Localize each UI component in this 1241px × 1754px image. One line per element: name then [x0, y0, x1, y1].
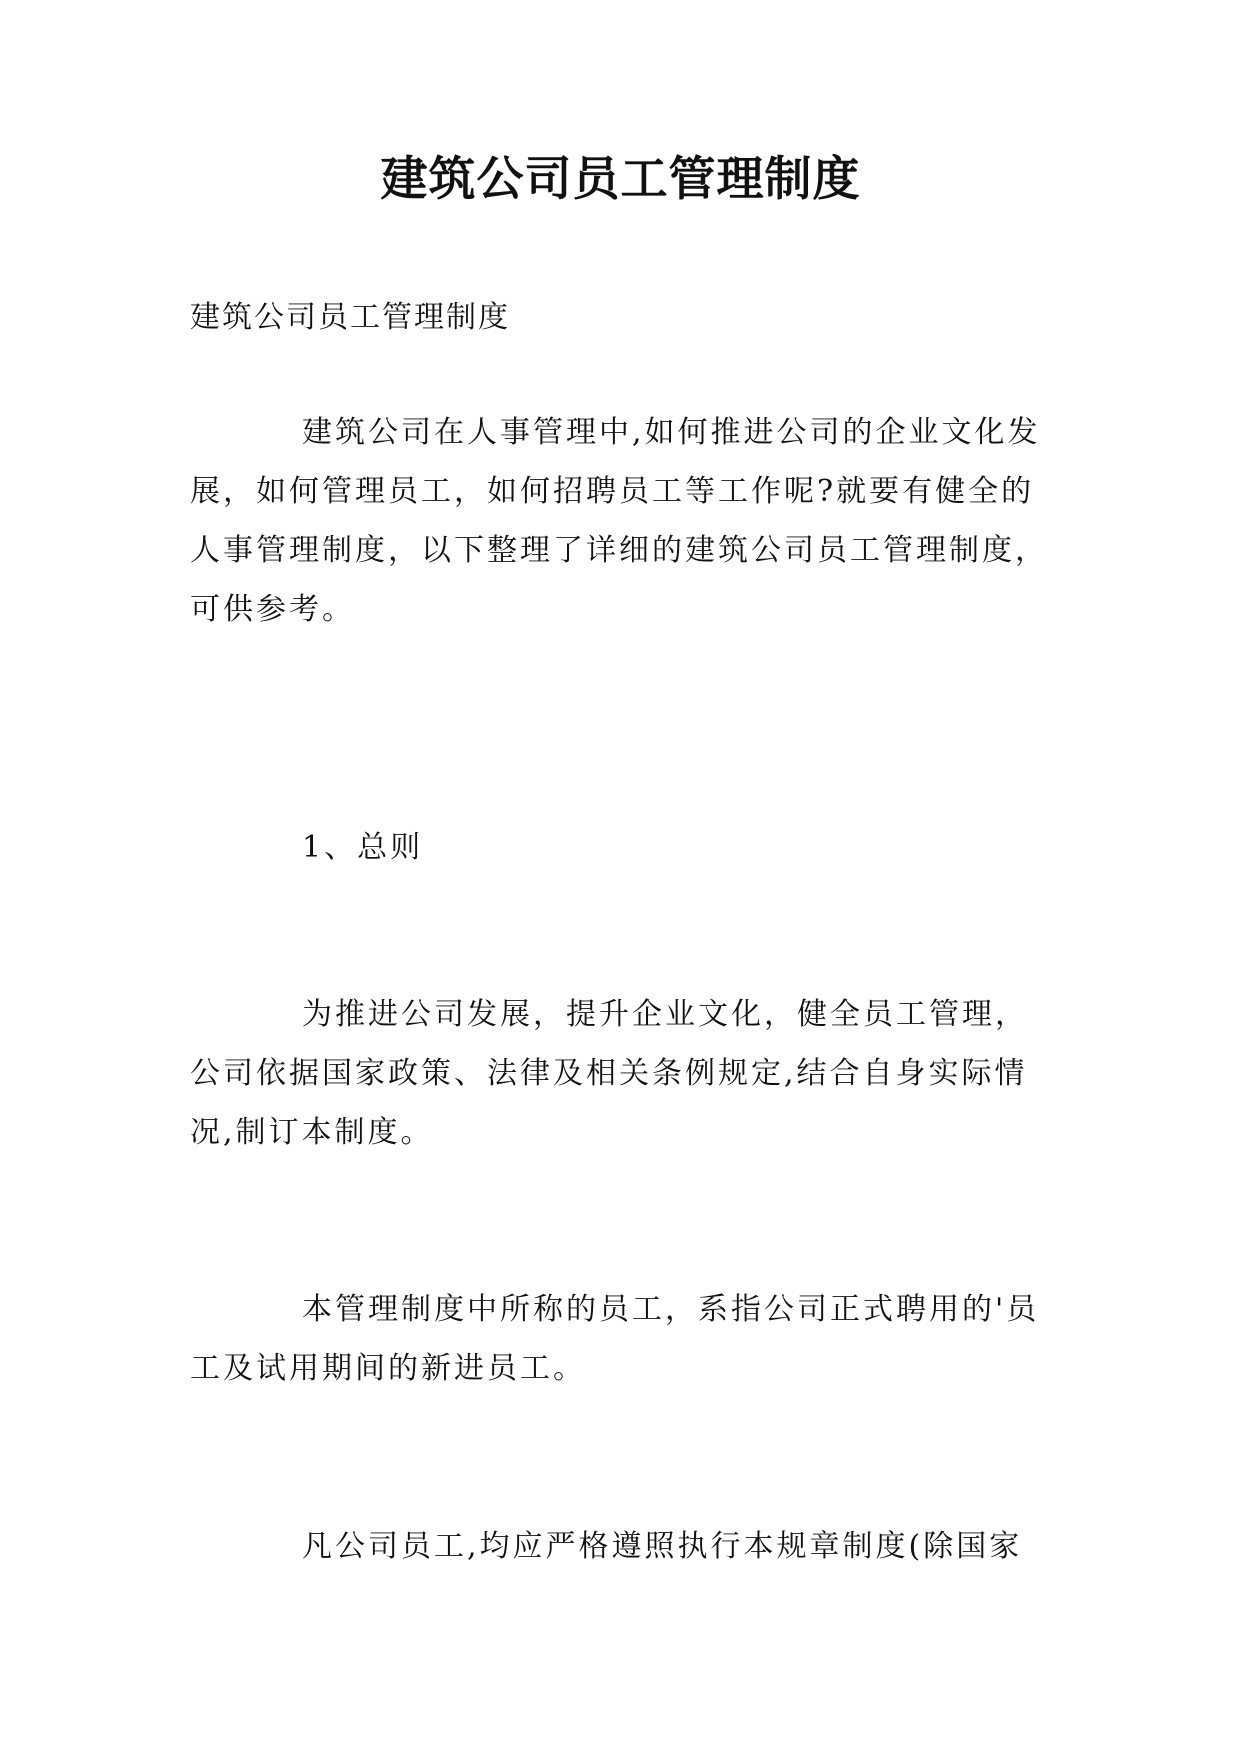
document-subtitle: 建筑公司员工管理制度 [190, 300, 510, 335]
section-heading-general: 1、总则 [302, 830, 424, 865]
body-paragraph: 凡公司员工,均应严格遵照执行本规章制度(除国家 [302, 1529, 1023, 1564]
intro-paragraph: 建筑公司在人事管理中,如何推进公司的企业文化发展，如何管理员工，如何招聘员工等工作呢?就要有健全的人事管理制度，以下整理了详细的建筑公司员工管理制度，可供参考。 [190, 415, 1048, 627]
document-title: 建筑公司员工管理制度 [380, 152, 861, 207]
body-paragraph: 为推进公司发展，提升企业文化，健全员工管理，公司依据国家政策、法律及相关条例规定,结合自身实际情况,制订本制度。 [190, 997, 1028, 1150]
body-paragraph: 本管理制度中所称的员工，系指公司正式聘用的'员工及试用期间的新进员工。 [190, 1292, 1040, 1386]
